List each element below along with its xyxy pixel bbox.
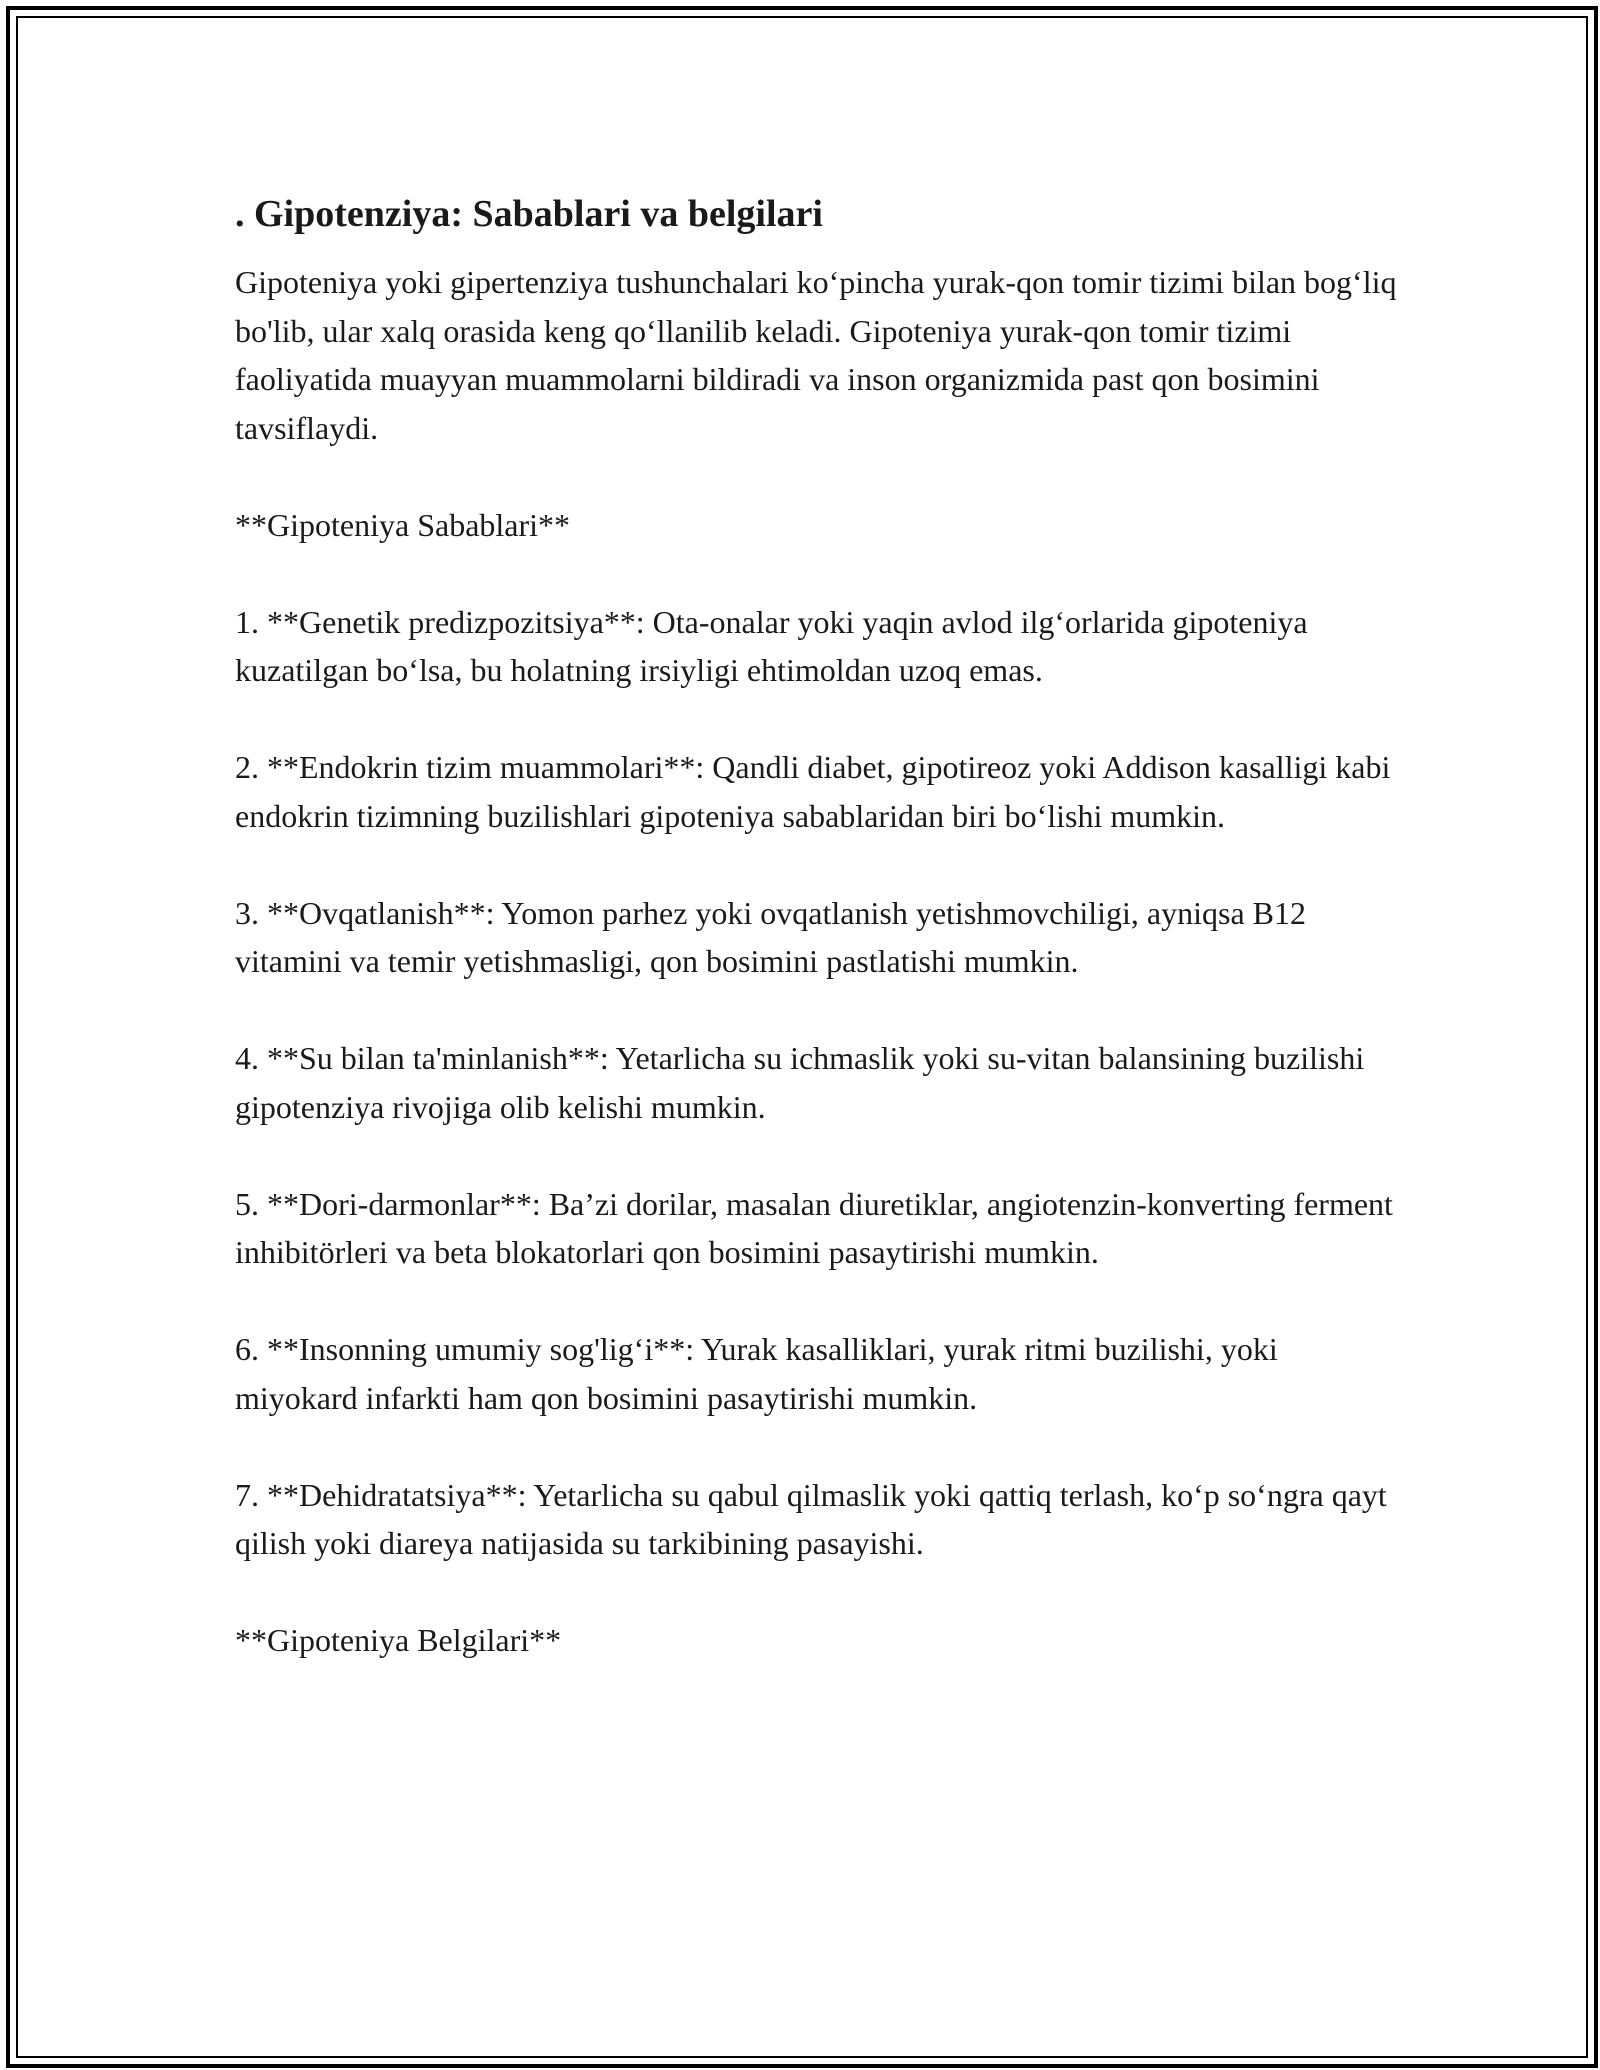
causes-heading: **Gipoteniya Sabablari** [235,506,571,543]
cause-item-3: 3. **Ovqatlanish**: Yomon parhez yoki ovqatlanish yetishmovchiligi, ayniqsa B12 vitamini va temir yetishmasligi, qon bosimini pastlatishi mumkin. [235,894,1307,979]
cause-item-7: 7. **Dehidratatsiya**: Yetarlicha su qabul qilmaslik yoki qattiq terlash, ko‘p so‘ngra qayt qilish yoki diareya natijasida su tarkibining pasayishi. [235,1476,1387,1561]
cause-item-1: 1. **Genetik predizpozitsiya**: Ota-onalar yoki yaqin avlod ilg‘orlarida gipoteniya kuzatilgan bo‘lsa, bu holatning irsiyligi ehtimoldan uzoq emas. [235,603,1308,688]
cause-item-5: 5. **Dori-darmonlar**: Ba’zi dorilar, masalan diuretiklar, angiotenzin-konverting ferment inhibitörleri va beta blokatorlari qon bosimini pasaytirishi mumkin. [235,1185,1393,1270]
document-body [235,188,1405,1713]
cause-item-4: 4. **Su bilan ta'minlanish**: Yetarlicha su ichmaslik yoki su-vitan balansining buzilishi gipotenziya rivojiga olib kelishi mumkin. [235,1040,1365,1125]
cause-item-2: 2. **Endokrin tizim muammolari**: Qandli diabet, gipotireoz yoki Addison kasalligi kabi endokrin tizimning buzilishlari gipoteniya sabablaridan biri bo‘lishi mumkin. [235,749,1391,834]
document-title: . Gipotenziya: Sabablari va belgilari [235,193,823,235]
intro-paragraph: Gipoteniya yoki gipertenziya tushunchalari ko‘pincha yurak-qon tomir tizimi bilan bog‘liq bo'lib, ular xalq orasida keng qo‘llanilib keladi. Gipoteniya yurak-qon tomir tizimi faoliyatida muayyan muammolarni bildiradi va inson organizmida past qon bosimini tavsiflaydi. [235,264,1397,446]
cause-item-6: 6. **Insonning umumiy sog'lig‘i**: Yurak kasalliklari, yurak ritmi buzilishi, yoki miyokard infarkti ham qon bosimini pasaytirishi mumkin. [235,1331,1278,1416]
symptoms-heading: **Gipoteniya Belgilari** [235,1622,562,1658]
